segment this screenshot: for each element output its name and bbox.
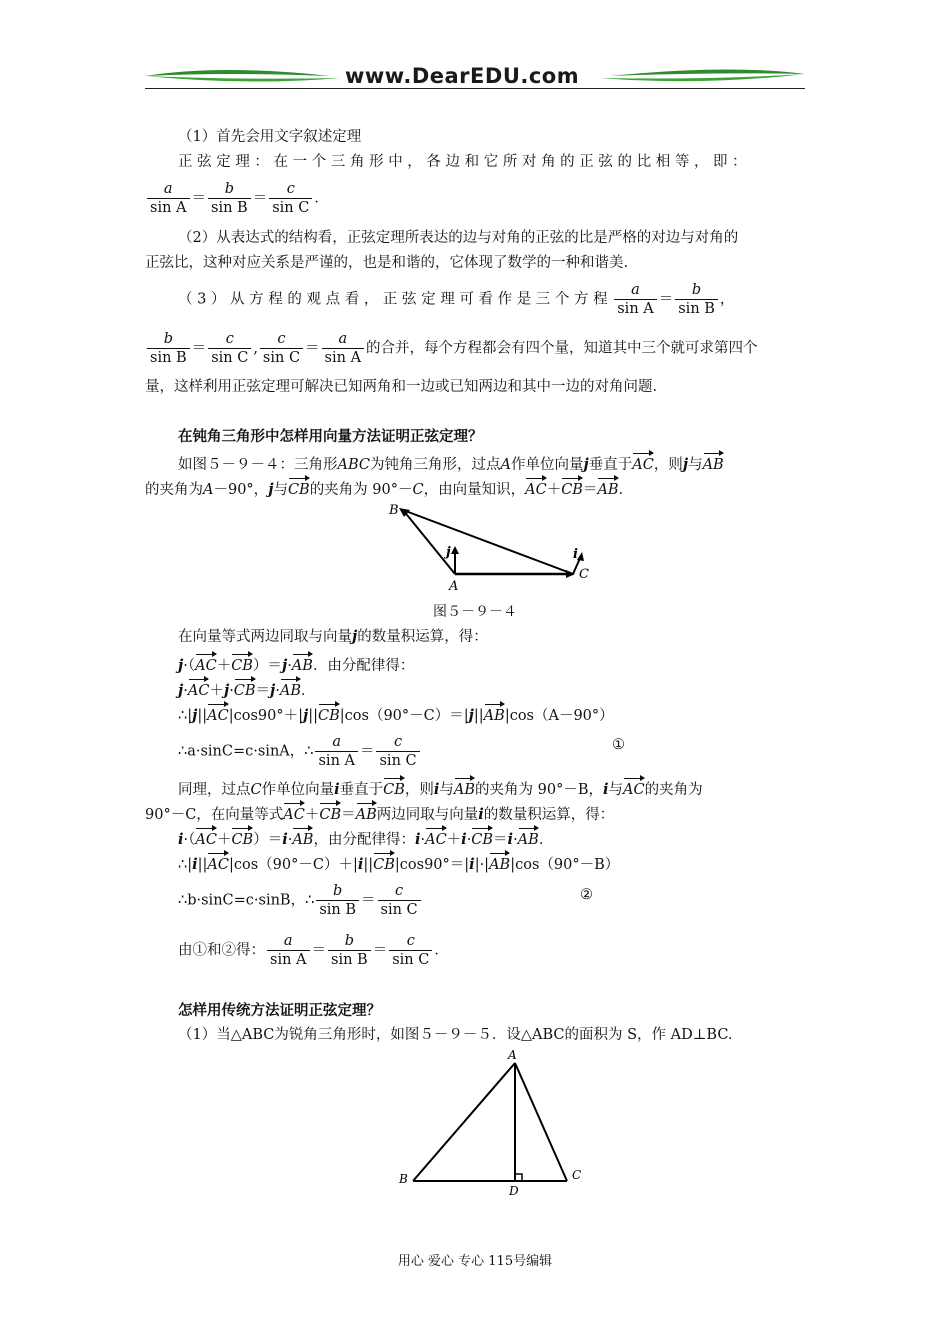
s2-line12: ∴b·sinC=c·sinB，∴ $\frac{b}{\text{sin B}}$ ＝ $\frac{c}{\text{sin C}}$: [178, 882, 423, 919]
label-a: A: [508, 1048, 517, 1062]
s2-line11: ∴|i||AC|cos（90°－C）＋|i||CB|cos90°＝|i|·|AB|cos（90°－B）: [178, 851, 619, 875]
p1-line7: $\frac{b}{\text{sin B}}$ ＝ $\frac{c}{\text{sin C}}$ , $\frac{c}{\text{sin C}}$ ＝ $\frac{a}{\text{sin A}}$ 的合并，每个方程都会有四个量，知道其中三个就可求第四个: [145, 330, 758, 367]
s2-line6: ∴|j||AC|cos90°＋|j||CB|cos（90°－C）＝|j||AB|cos（A－90°）: [178, 702, 614, 726]
p1-line5: 正弦比，这种对应关系是严谨的，也是和谐的，它体现了数学的一种和谐美.: [145, 255, 629, 271]
s2-line4: j·（AC＋CB）＝j·AB．由分配律得：: [178, 652, 414, 676]
figure-5-9-5: [395, 1045, 595, 1205]
label-i: i: [573, 547, 578, 562]
s2-line13: 由①和②得： $\frac{a}{\text{sin A}}$ ＝ $\frac{b}{\text{sin B}}$ ＝ $\frac{c}{\text{sin C}}$ ．: [178, 933, 449, 968]
s2-line8: 同理，过点C作单位向量i垂直于CB，则i与AB的夹角为 90°－B，i与AC的夹角为: [178, 776, 703, 800]
vector-j-head: [451, 546, 459, 554]
header-rule: [145, 88, 805, 89]
s2-line2: 的夹角为A－90°，j与CB的夹角为 90°－C，由向量知识，AC＋CB＝AB．: [145, 476, 633, 500]
label-d: D: [509, 1184, 519, 1198]
label-c: C: [572, 1168, 582, 1182]
site-logo: www.DearEDU.com: [345, 64, 580, 88]
figure-5-9-4: [385, 500, 605, 595]
label-j: j: [446, 545, 451, 560]
page-footer: 用心 爱心 专心 115号编辑: [397, 1254, 553, 1269]
right-angle-mark: [515, 1174, 522, 1181]
s2-line1: 如图５－９－４：三角形ABC为钝角三角形，过点A作单位向量j垂直于AC，则j与AB: [178, 451, 724, 475]
p1-line2: 正 弦 定 理 ： 在 一 个 三 角 形 中 ， 各 边 和 它 所 对 角 的 正 弦 的 比 相 等 ， 即 ：: [178, 154, 747, 170]
s2-line9: 90°－C，在向量等式AC＋CB＝AB两边同取与向量i的数量积运算，得：: [145, 801, 614, 825]
circle-label-1: ①: [612, 737, 625, 753]
sine-law-formula-1: $\frac{a}{\text{sin A}}$ ＝ $\frac{b}{\text{sin B}}$ ＝ $\frac{c}{\text{sin C}}$ ．: [145, 180, 329, 217]
circle-label-2: ②: [580, 887, 593, 903]
p1-line8: 量，这样利用正弦定理可解决已知两角和一边或已知两边和其中一边的对角问题.: [145, 379, 658, 395]
p1-line4: （2）从表达式的结构看，正弦定理所表达的边与对角的正弦的比是严格的对边与对角的: [178, 230, 739, 246]
p1-line1: （1）首先会用文字叙述定理: [178, 129, 362, 145]
p1-line6: （ 3 ） 从 方 程 的 观 点 看 ， 正 弦 定 理 可 看 作 是 三 个 方 程 $\frac{a}{\text{sin A}}$ ＝ $\frac{b}{\text{sin B}}$ ，: [178, 282, 735, 317]
label-a: A: [449, 579, 459, 594]
vector-i-head: [577, 552, 584, 561]
edge-ab: [413, 1063, 515, 1181]
s2-line7: ∴a·sinC=c·sinA，∴ $\frac{a}{\text{sin A}}$ ＝ $\frac{c}{\text{sin C}}$: [178, 733, 422, 770]
section2-title: 在钝角三角形中怎样用向量方法证明正弦定理？: [178, 428, 483, 445]
label-c: C: [579, 567, 589, 582]
label-b: B: [389, 503, 399, 518]
s3-line1: （1）当△ABC为锐角三角形时，如图５－９－５．设△ABC的面积为 S，作 AD⊥BC.: [178, 1027, 733, 1043]
edge-ac: [515, 1063, 567, 1181]
section3-title: 怎样用传统方法证明正弦定理？: [178, 1002, 381, 1019]
label-b: B: [399, 1172, 408, 1186]
s2-line3: 在向量等式两边同取与向量j的数量积运算，得：: [178, 628, 488, 645]
s2-line10: i·（AC＋CB）＝i·AB，由分配律得：i·AC＋i·CB＝i·AB．: [178, 826, 553, 850]
s2-line5: j·AC＋j·CB＝j·AB．: [178, 677, 316, 701]
figure-caption-1: 图５－９－４: [433, 604, 517, 620]
